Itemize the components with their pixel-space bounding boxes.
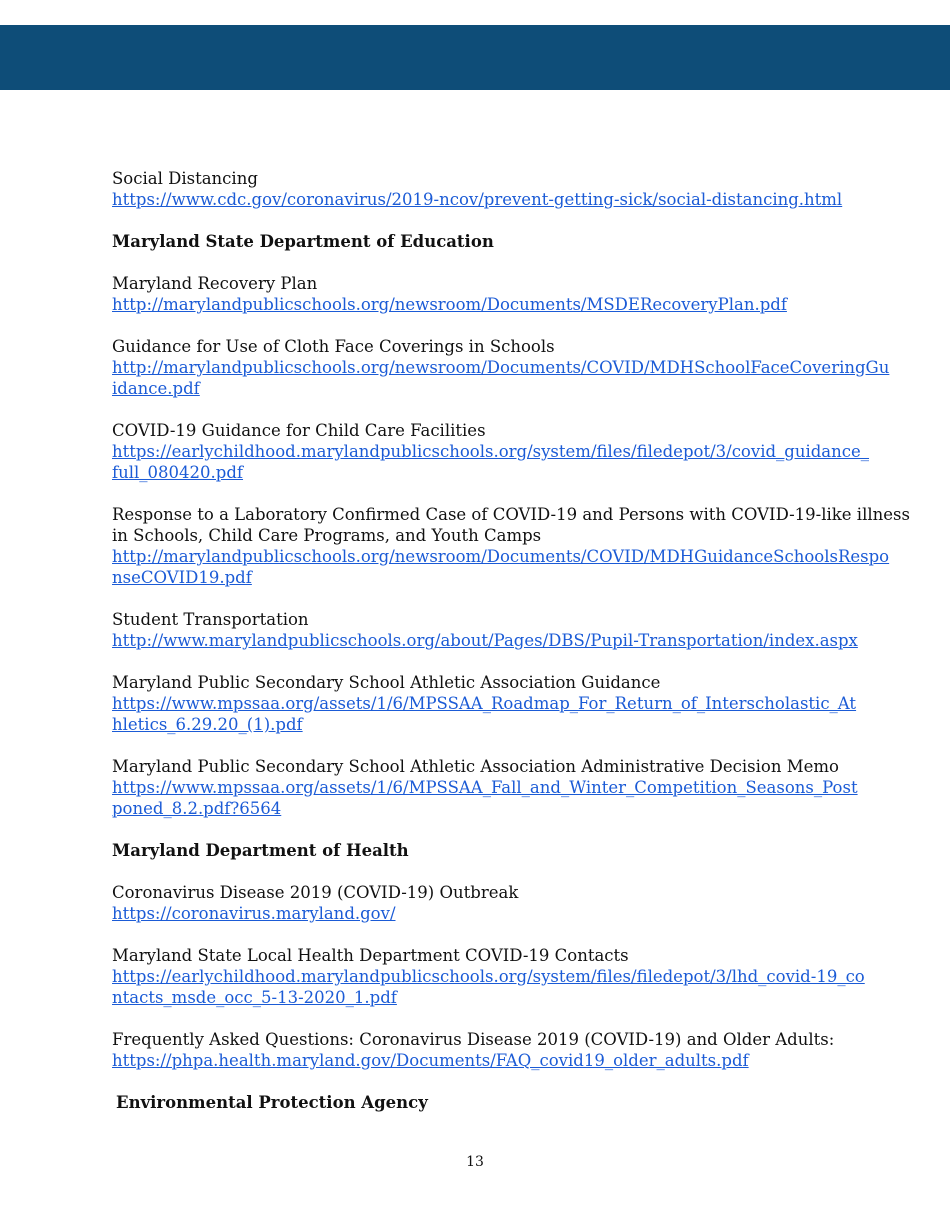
entry-title-continued: in Schools, Child Care Programs, and Youth Camps [112, 526, 542, 545]
entry-maryland-recovery-plan [112, 273, 842, 315]
entry-link-continued[interactable]: poned_8.2.pdf?6564 [112, 799, 282, 818]
section-heading: Environmental Protection Agency [116, 1093, 428, 1112]
entry-title: Guidance for Use of Cloth Face Coverings in Schools [112, 337, 555, 356]
entry-link-continued[interactable]: hletics_6.29.20_(1).pdf [112, 715, 303, 734]
section-heading: Maryland State Department of Education [112, 232, 494, 251]
entry-link[interactable]: http://marylandpublicschools.org/newsroom/Documents/COVID/MDHGuidanceSchoolsRespo [112, 547, 890, 566]
entry-link[interactable]: https://www.mpssaa.org/assets/1/6/MPSSAA_Fall_and_Winter_Competition_Seasons_Post [112, 778, 858, 797]
entry-title: Maryland State Local Health Department COVID-19 Contacts [112, 946, 629, 965]
entry-link[interactable]: https://www.mpssaa.org/assets/1/6/MPSSAA_Roadmap_For_Return_of_Interscholastic_At [112, 694, 857, 713]
entry-link[interactable]: https://www.cdc.gov/coronavirus/2019-ncov/prevent-getting-sick/social-distancing.html [112, 190, 843, 209]
entry-link[interactable]: http://www.marylandpublicschools.org/about/Pages/DBS/Pupil-Transportation/index.aspx [112, 631, 858, 650]
entry-link[interactable]: https://coronavirus.maryland.gov/ [112, 904, 396, 923]
entry-social-distancing [112, 168, 842, 210]
entry-title: Coronavirus Disease 2019 (COVID-19) Outbreak [112, 883, 519, 902]
entry-title: Response to a Laboratory Confirmed Case of COVID-19 and Persons with COVID-19-like illness [112, 505, 910, 524]
entry-faq-older-adults [112, 1029, 842, 1071]
entry-link[interactable]: http://marylandpublicschools.org/newsroom/Documents/MSDERecoveryPlan.pdf [112, 295, 787, 314]
entry-covid-outbreak [112, 882, 842, 924]
entry-title: Maryland Public Secondary School Athletic Association Administrative Decision Memo [112, 757, 839, 776]
entry-title: Frequently Asked Questions: Coronavirus Disease 2019 (COVID-19) and Older Adults: [112, 1030, 835, 1049]
section-heading-msde [112, 231, 842, 252]
entry-cloth-face-coverings [112, 336, 890, 399]
entry-title: Student Transportation [112, 610, 309, 629]
entry-link[interactable]: http://marylandpublicschools.org/newsroom/Documents/COVID/MDHSchoolFaceCoveringGu [112, 358, 890, 377]
entry-confirmed-case-response [112, 504, 910, 588]
resource-list [112, 168, 910, 1134]
entry-link[interactable]: https://phpa.health.maryland.gov/Documents/FAQ_covid19_older_adults.pdf [112, 1051, 749, 1070]
entry-child-care-guidance [112, 420, 870, 483]
entry-mpssaa-decision-memo [112, 756, 858, 819]
entry-title: COVID-19 Guidance for Child Care Facilities [112, 421, 486, 440]
section-heading-epa [112, 1092, 842, 1113]
entry-title: Maryland Public Secondary School Athletic Association Guidance [112, 673, 661, 692]
entry-lhd-contacts [112, 945, 865, 1008]
entry-link-continued[interactable]: idance.pdf [112, 379, 200, 398]
entry-link-continued[interactable]: nseCOVID19.pdf [112, 568, 252, 587]
section-heading-mdh [112, 840, 842, 861]
header-band [0, 25, 950, 90]
page-number: 13 [466, 1154, 484, 1170]
entry-link[interactable]: https://earlychildhood.marylandpublicschools.org/system/files/filedepot/3/covid_guidance_ [112, 442, 870, 461]
entry-link-continued[interactable]: full_080420.pdf [112, 463, 244, 482]
entry-student-transportation [112, 609, 858, 651]
entry-link[interactable]: https://earlychildhood.marylandpublicschools.org/system/files/filedepot/3/lhd_covid-19_co [112, 967, 865, 986]
entry-title: Social Distancing [112, 169, 258, 188]
entry-mpssaa-guidance [112, 672, 857, 735]
entry-title: Maryland Recovery Plan [112, 274, 318, 293]
section-heading: Maryland Department of Health [112, 841, 409, 860]
entry-link-continued[interactable]: ntacts_msde_occ_5-13-2020_1.pdf [112, 988, 397, 1007]
